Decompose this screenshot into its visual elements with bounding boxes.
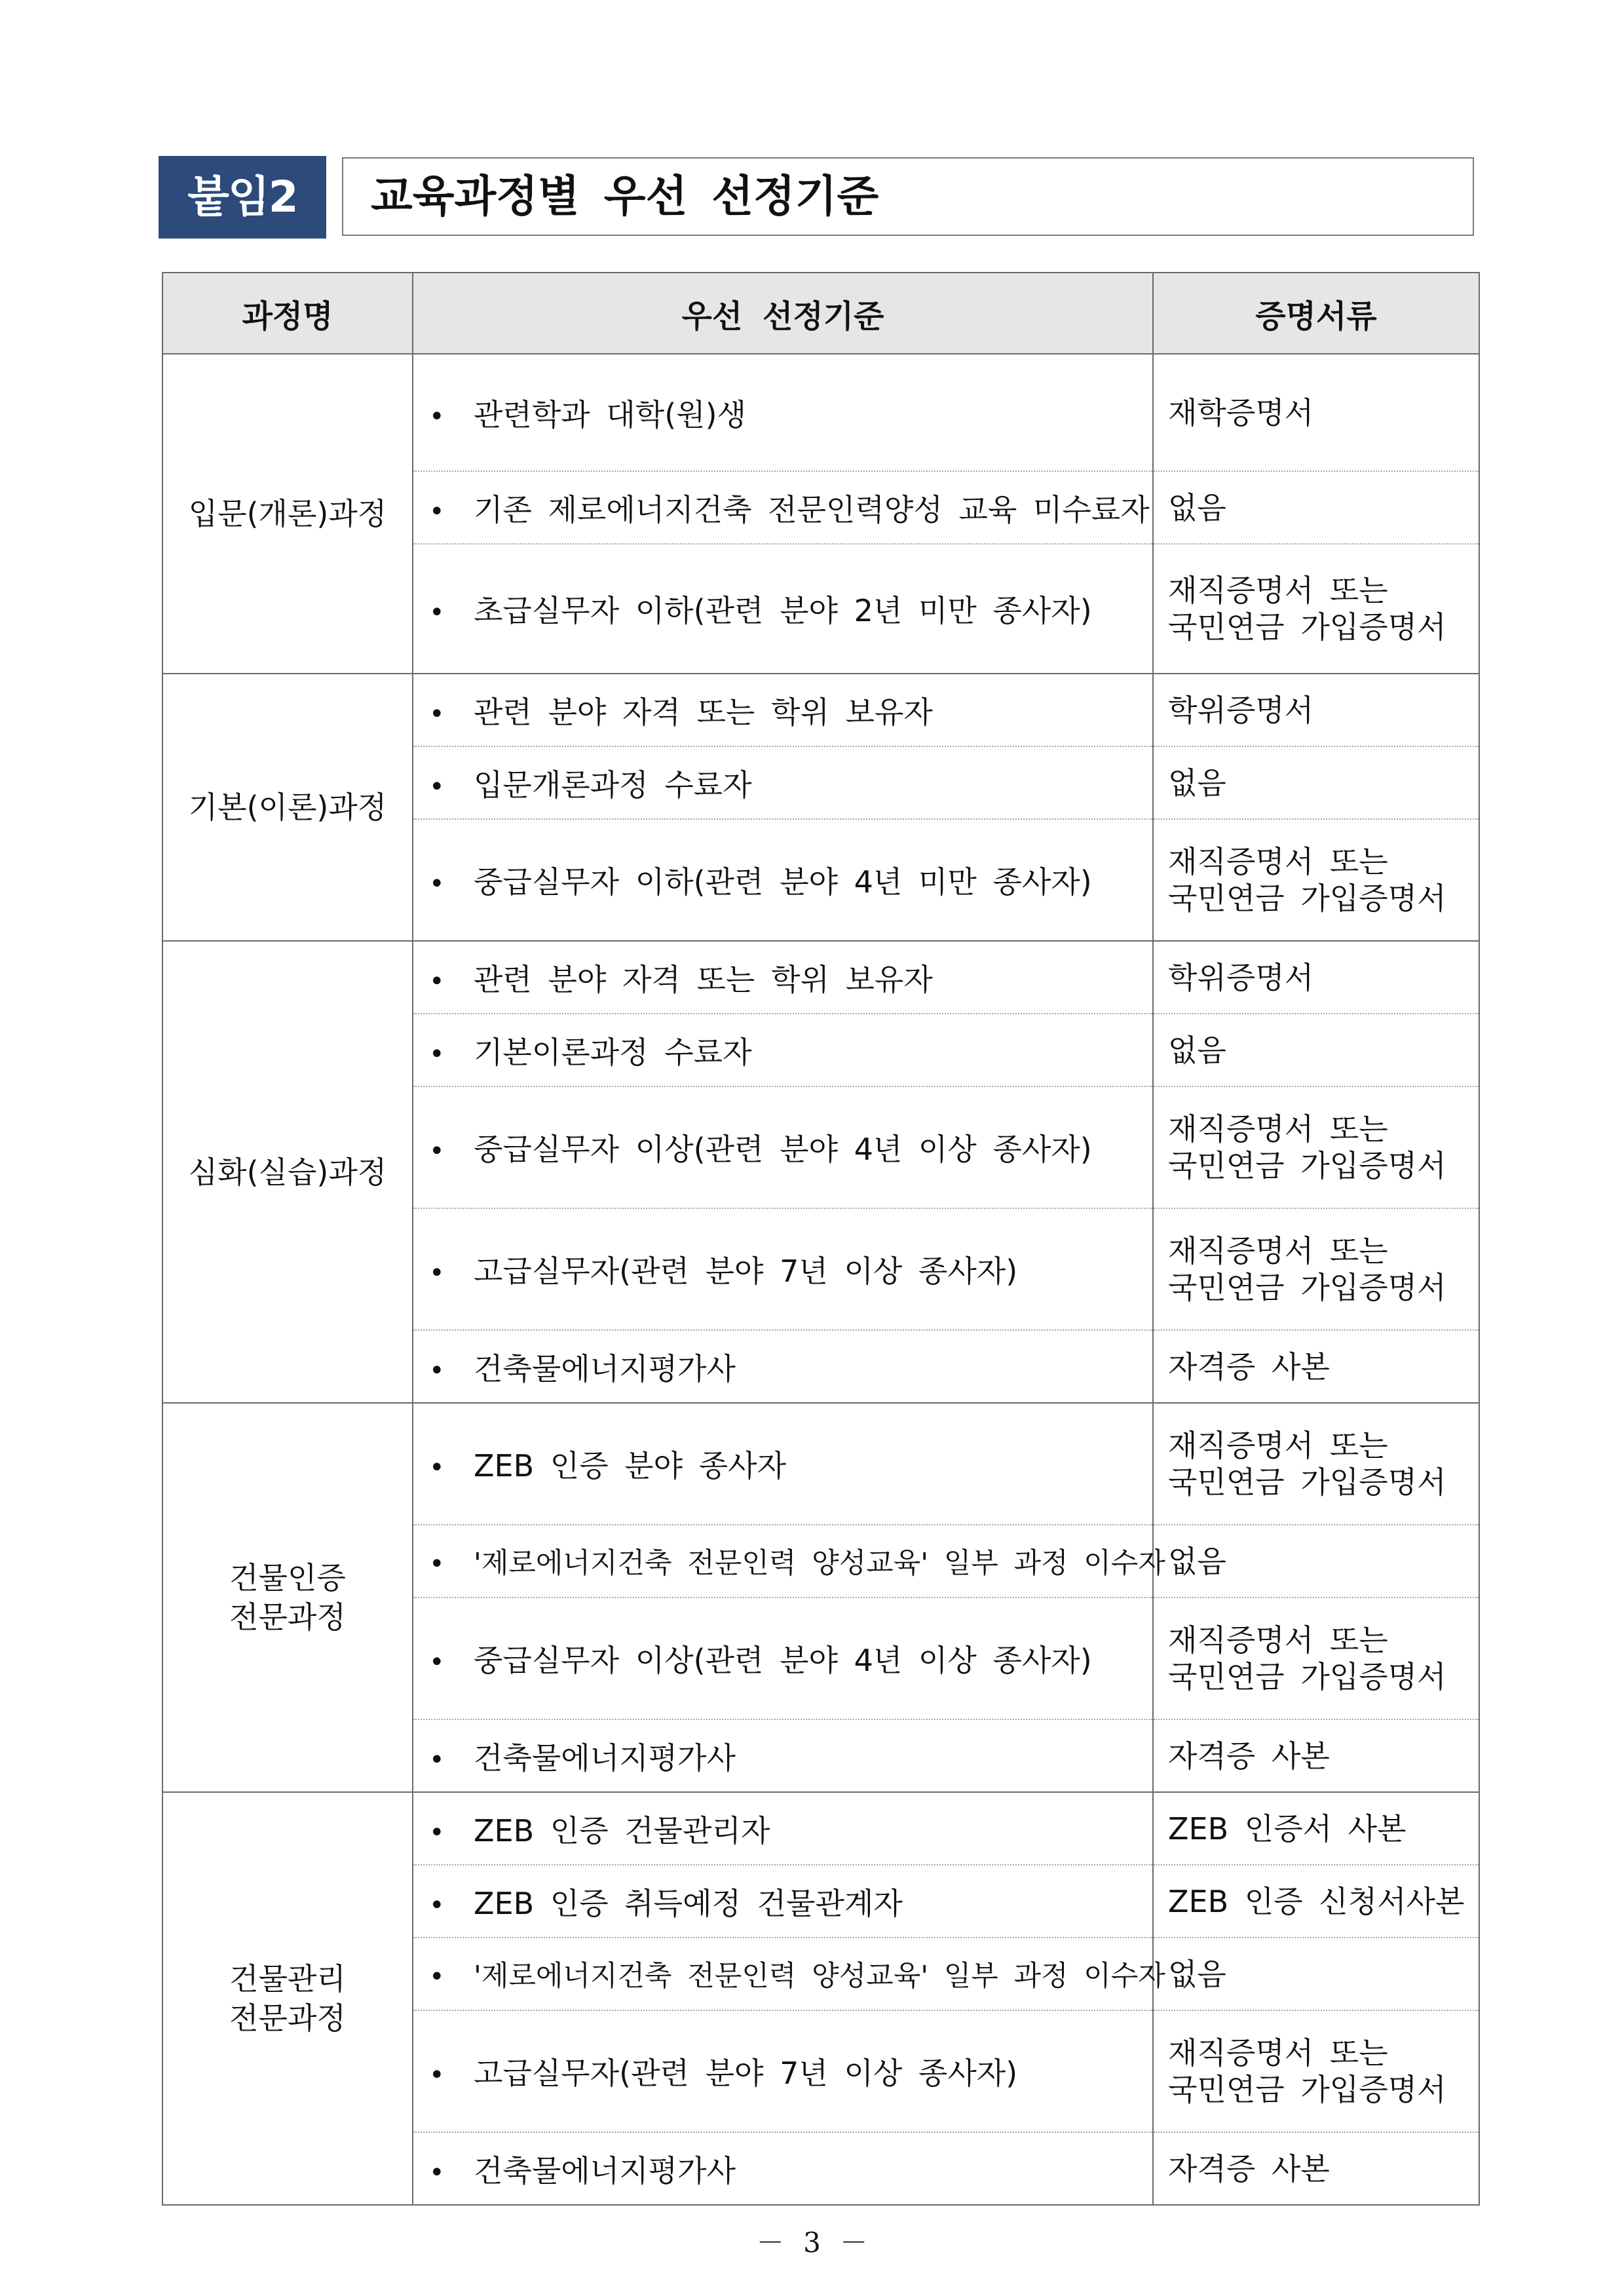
bullet: •	[429, 1549, 445, 1579]
bullet: •	[429, 1890, 445, 1921]
table-row	[162, 941, 1479, 1014]
document-cell: 없음	[1153, 1525, 1479, 1598]
document-cell: 재직증명서 또는 국민연금 가입증명서	[1153, 1598, 1479, 1719]
course-name-certification: 건물인증 전문과정	[162, 1403, 413, 1792]
document-cell: 학위증명서	[1153, 941, 1479, 1014]
column-header-criteria: 우선 선정기준	[413, 273, 1153, 354]
bullet: •	[429, 1647, 445, 1677]
document-cell: 자격증 사본	[1153, 1719, 1479, 1792]
criterion-cell: • ZEB 인증 취득예정 건물관계자	[413, 1865, 1153, 1938]
course-name-advanced: 심화(실습)과정	[162, 941, 413, 1403]
bullet: •	[429, 496, 445, 527]
criterion-cell: • 기존 제로에너지건축 전문인력양성 교육 미수료자	[413, 471, 1153, 544]
table-row	[162, 674, 1479, 746]
criterion-cell: • 기본이론과정 수료자	[413, 1014, 1153, 1086]
criterion-cell: • '제로에너지건축 전문인력 양성교육' 일부 과정 이수자	[413, 1525, 1153, 1598]
criterion-cell: • 고급실무자(관련 분야 7년 이상 종사자)	[413, 2010, 1153, 2132]
table-row	[162, 1403, 1479, 1525]
document-cell: 재직증명서 또는 국민연금 가입증명서	[1153, 1208, 1479, 1330]
bullet: •	[429, 869, 445, 899]
criterion-cell: • 입문개론과정 수료자	[413, 746, 1153, 819]
bullet: •	[429, 1258, 445, 1288]
document-cell: 없음	[1153, 746, 1479, 819]
criterion-cell: • ZEB 인증 건물관리자	[413, 1792, 1153, 1865]
course-name-intro: 입문(개론)과정	[162, 354, 413, 674]
document-cell: 재직증명서 또는 국민연금 가입증명서	[1153, 819, 1479, 941]
bullet: •	[429, 2060, 445, 2090]
criterion-cell: • 건축물에너지평가사	[413, 1330, 1153, 1403]
criterion-cell: • 건축물에너지평가사	[413, 1719, 1153, 1792]
page-title: 교육과정별 우선 선정기준	[342, 157, 1474, 236]
bullet: •	[429, 966, 445, 997]
document-cell: 자격증 사본	[1153, 2132, 1479, 2205]
criterion-cell: • 관련학과 대학(원)생	[413, 354, 1153, 471]
page-number: － 3 －	[756, 2227, 868, 2259]
priority-criteria-table	[162, 272, 1480, 2206]
bullet: •	[429, 1744, 445, 1775]
table-header-row	[162, 273, 1479, 354]
bullet: •	[429, 698, 445, 729]
document-cell: 재학증명서	[1153, 354, 1479, 471]
criterion-cell: • 고급실무자(관련 분야 7년 이상 종사자)	[413, 1208, 1153, 1330]
criterion-cell: • 중급실무자 이상(관련 분야 4년 이상 종사자)	[413, 1598, 1153, 1719]
bullet: •	[429, 598, 445, 628]
criterion-cell: • 초급실무자 이하(관련 분야 2년 미만 종사자)	[413, 544, 1153, 674]
document-cell: 재직증명서 또는 국민연금 가입증명서	[1153, 544, 1479, 674]
table-row	[162, 354, 1479, 471]
document-cell: 없음	[1153, 471, 1479, 544]
criterion-cell: • 건축물에너지평가사	[413, 2132, 1153, 2205]
document-cell: ZEB 인증서 사본	[1153, 1792, 1479, 1865]
document-cell: 재직증명서 또는 국민연금 가입증명서	[1153, 1086, 1479, 1208]
bullet: •	[429, 1817, 445, 1848]
criterion-cell: • 관련 분야 자격 또는 학위 보유자	[413, 941, 1153, 1014]
bullet: •	[429, 1136, 445, 1166]
bullet: •	[429, 2157, 445, 2188]
bullet: •	[429, 1453, 445, 1483]
bullet: •	[429, 1962, 445, 1992]
course-name-basic: 기본(이론)과정	[162, 674, 413, 941]
document-cell: 학위증명서	[1153, 674, 1479, 746]
document-cell: 재직증명서 또는 국민연금 가입증명서	[1153, 1403, 1479, 1525]
bullet: •	[429, 401, 445, 432]
criterion-cell: • 중급실무자 이상(관련 분야 4년 이상 종사자)	[413, 1086, 1153, 1208]
document-cell: 없음	[1153, 1014, 1479, 1086]
criterion-cell: • '제로에너지건축 전문인력 양성교육' 일부 과정 이수자	[413, 1938, 1153, 2010]
column-header-documents: 증명서류	[1153, 273, 1479, 354]
document-cell: ZEB 인증 신청서사본	[1153, 1865, 1479, 1938]
document-cell: 없음	[1153, 1938, 1479, 2010]
bullet: •	[429, 1355, 445, 1386]
table-row	[162, 1792, 1479, 1865]
document-cell: 재직증명서 또는 국민연금 가입증명서	[1153, 2010, 1479, 2132]
criterion-cell: • 관련 분야 자격 또는 학위 보유자	[413, 674, 1153, 746]
criterion-cell: • 중급실무자 이하(관련 분야 4년 미만 종사자)	[413, 819, 1153, 941]
column-header-course: 과정명	[162, 273, 413, 354]
document-cell: 자격증 사본	[1153, 1330, 1479, 1403]
page-title-bar	[159, 156, 1475, 239]
attachment-badge: 붙임2	[159, 156, 326, 239]
bullet: •	[429, 1039, 445, 1069]
bullet: •	[429, 771, 445, 802]
course-name-management: 건물관리 전문과정	[162, 1792, 413, 2205]
criterion-cell: • ZEB 인증 분야 종사자	[413, 1403, 1153, 1525]
